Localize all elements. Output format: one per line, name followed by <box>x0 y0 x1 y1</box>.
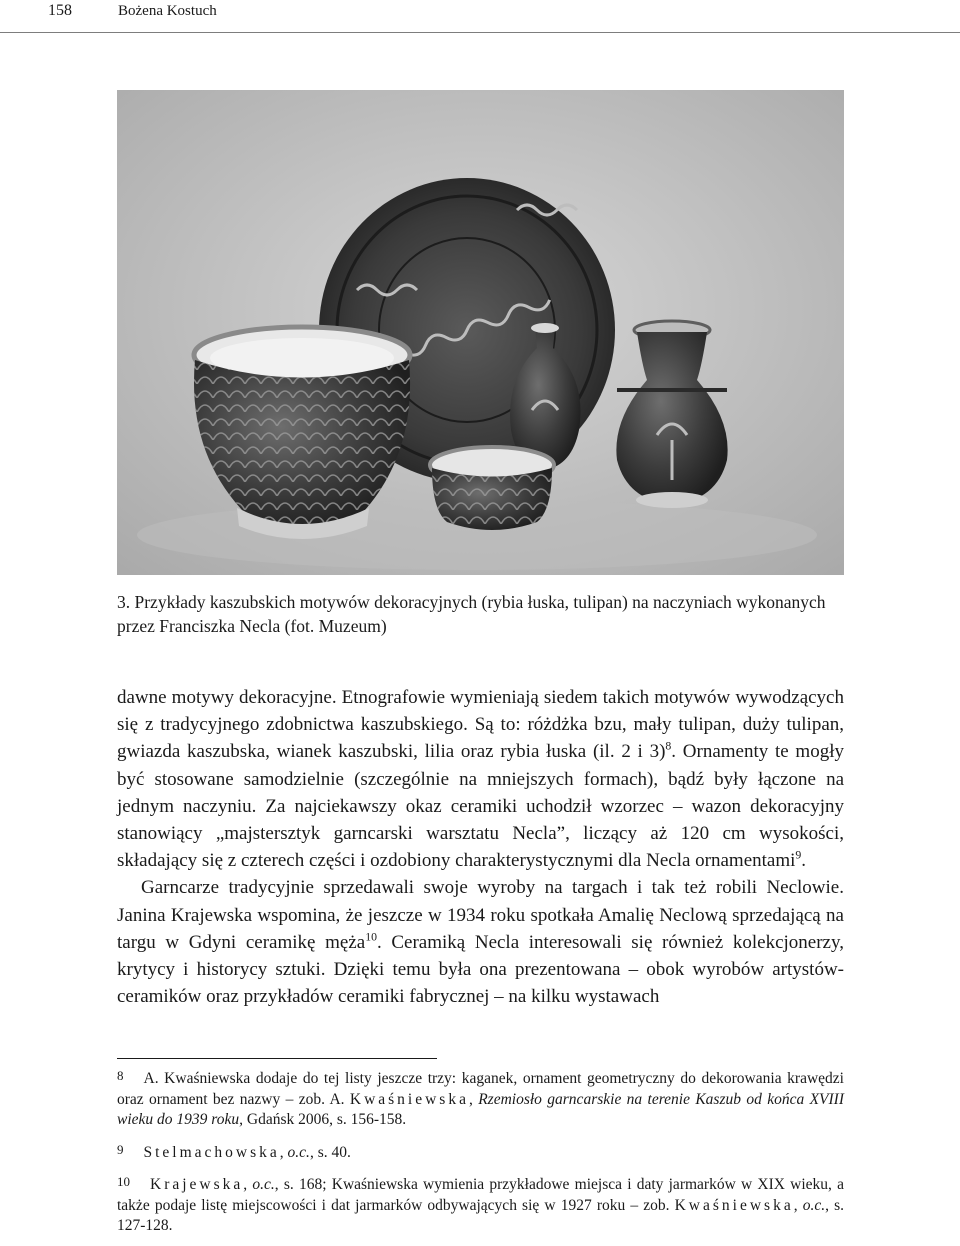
footnote-rule <box>117 1058 437 1059</box>
paragraph: dawne motywy dekoracyjne. Etnografowie wymieniają siedem takich motywów wywodzących się z tradycyjnego zdobnictwa kaszubskiego. Są to: różdżka bzu, mały tulipan, duży tulipan, gwiazda kaszubska, wianek kaszubski, lilia oraz rybia łuska (il. 2 i 3)$^8$. Ornamenty te mogły być stosowane samodzielnie (szczególnie na mniejszych formach), bądź były łączone na jednym naczyniu. Za najciekawszy okaz ceramiki uchodził wzorzec – wazon dekoracyjny stanowiący „majstersztyk garncarski warsztatu Necla”, liczący aż 120 cm wysokości, składający się z czterech części i ozdobiony charakterystycznymi dla Necla ornamentami$^9$. <box>117 687 844 872</box>
header-rule <box>0 32 960 33</box>
footnotes <box>117 1066 844 1246</box>
footnote-ref[interactable]: 9 <box>795 848 802 862</box>
footnote-ref[interactable]: 10 <box>365 930 377 944</box>
footnote-8: 8 A. Kwaśniewska dodaje do tej listy jeszcze trzy: kaganek, ornament geometryczny do dekorowania krawędzi oraz ornament bez nazwy – zob. A. Kwaśniewska, Rzemiosło garncarskie na terenie Kaszub od końca XVIII wieku do 1939 roku, Gdańsk 2006, s. 156-158. <box>117 1068 844 1128</box>
running-header <box>48 0 920 36</box>
footnote-10: 10 Krajewska, o.c., s. 168; Kwaśniewska wymienia przykładowe miejsca i daty jarmarków w XIX wieku, a także podaje listę miejscowości i dat jarmarków odbywających się w 1927 roku – zob. Kwaśniewska, o.c., s. 127-128. <box>117 1174 845 1234</box>
paragraph: Garncarze tradycyjnie sprzedawali swoje wyroby na targach i tak też robili Neclowie. Janina Krajewska wspomina, że jeszcze w 1934 roku spotkała Amalię Neclową sprzedającą na targu w Gdyni ceramikę męża$^{10}$. Ceramiką Necla interesowali się również kolekcjonerzy, krytycy i historycy sztuki. Dzięki temu była ona prezentowana – obok wyrobów artystów-ceramików oraz przykładów ceramiki fabrycznej – na kilku wystawach <box>117 877 844 1008</box>
footnote-9: 9 Stelmachowska, o.c., s. 40. <box>117 1141 351 1161</box>
page-number: 158 <box>48 2 72 19</box>
running-head-author: Bożena Kostuch <box>118 3 217 19</box>
footnote-ref[interactable]: 8 <box>665 740 672 754</box>
figure-caption: 3. Przykłady kaszubskich motywów dekoracyjnych (rybia łuska, tulipan) na naczyniach wykonanych przez Franciszka Necla (fot. Muzeum) <box>117 592 826 636</box>
body-text <box>117 684 844 1010</box>
figure-photo <box>117 90 844 575</box>
photo-of-ceramic-vessels-icon <box>117 90 844 575</box>
